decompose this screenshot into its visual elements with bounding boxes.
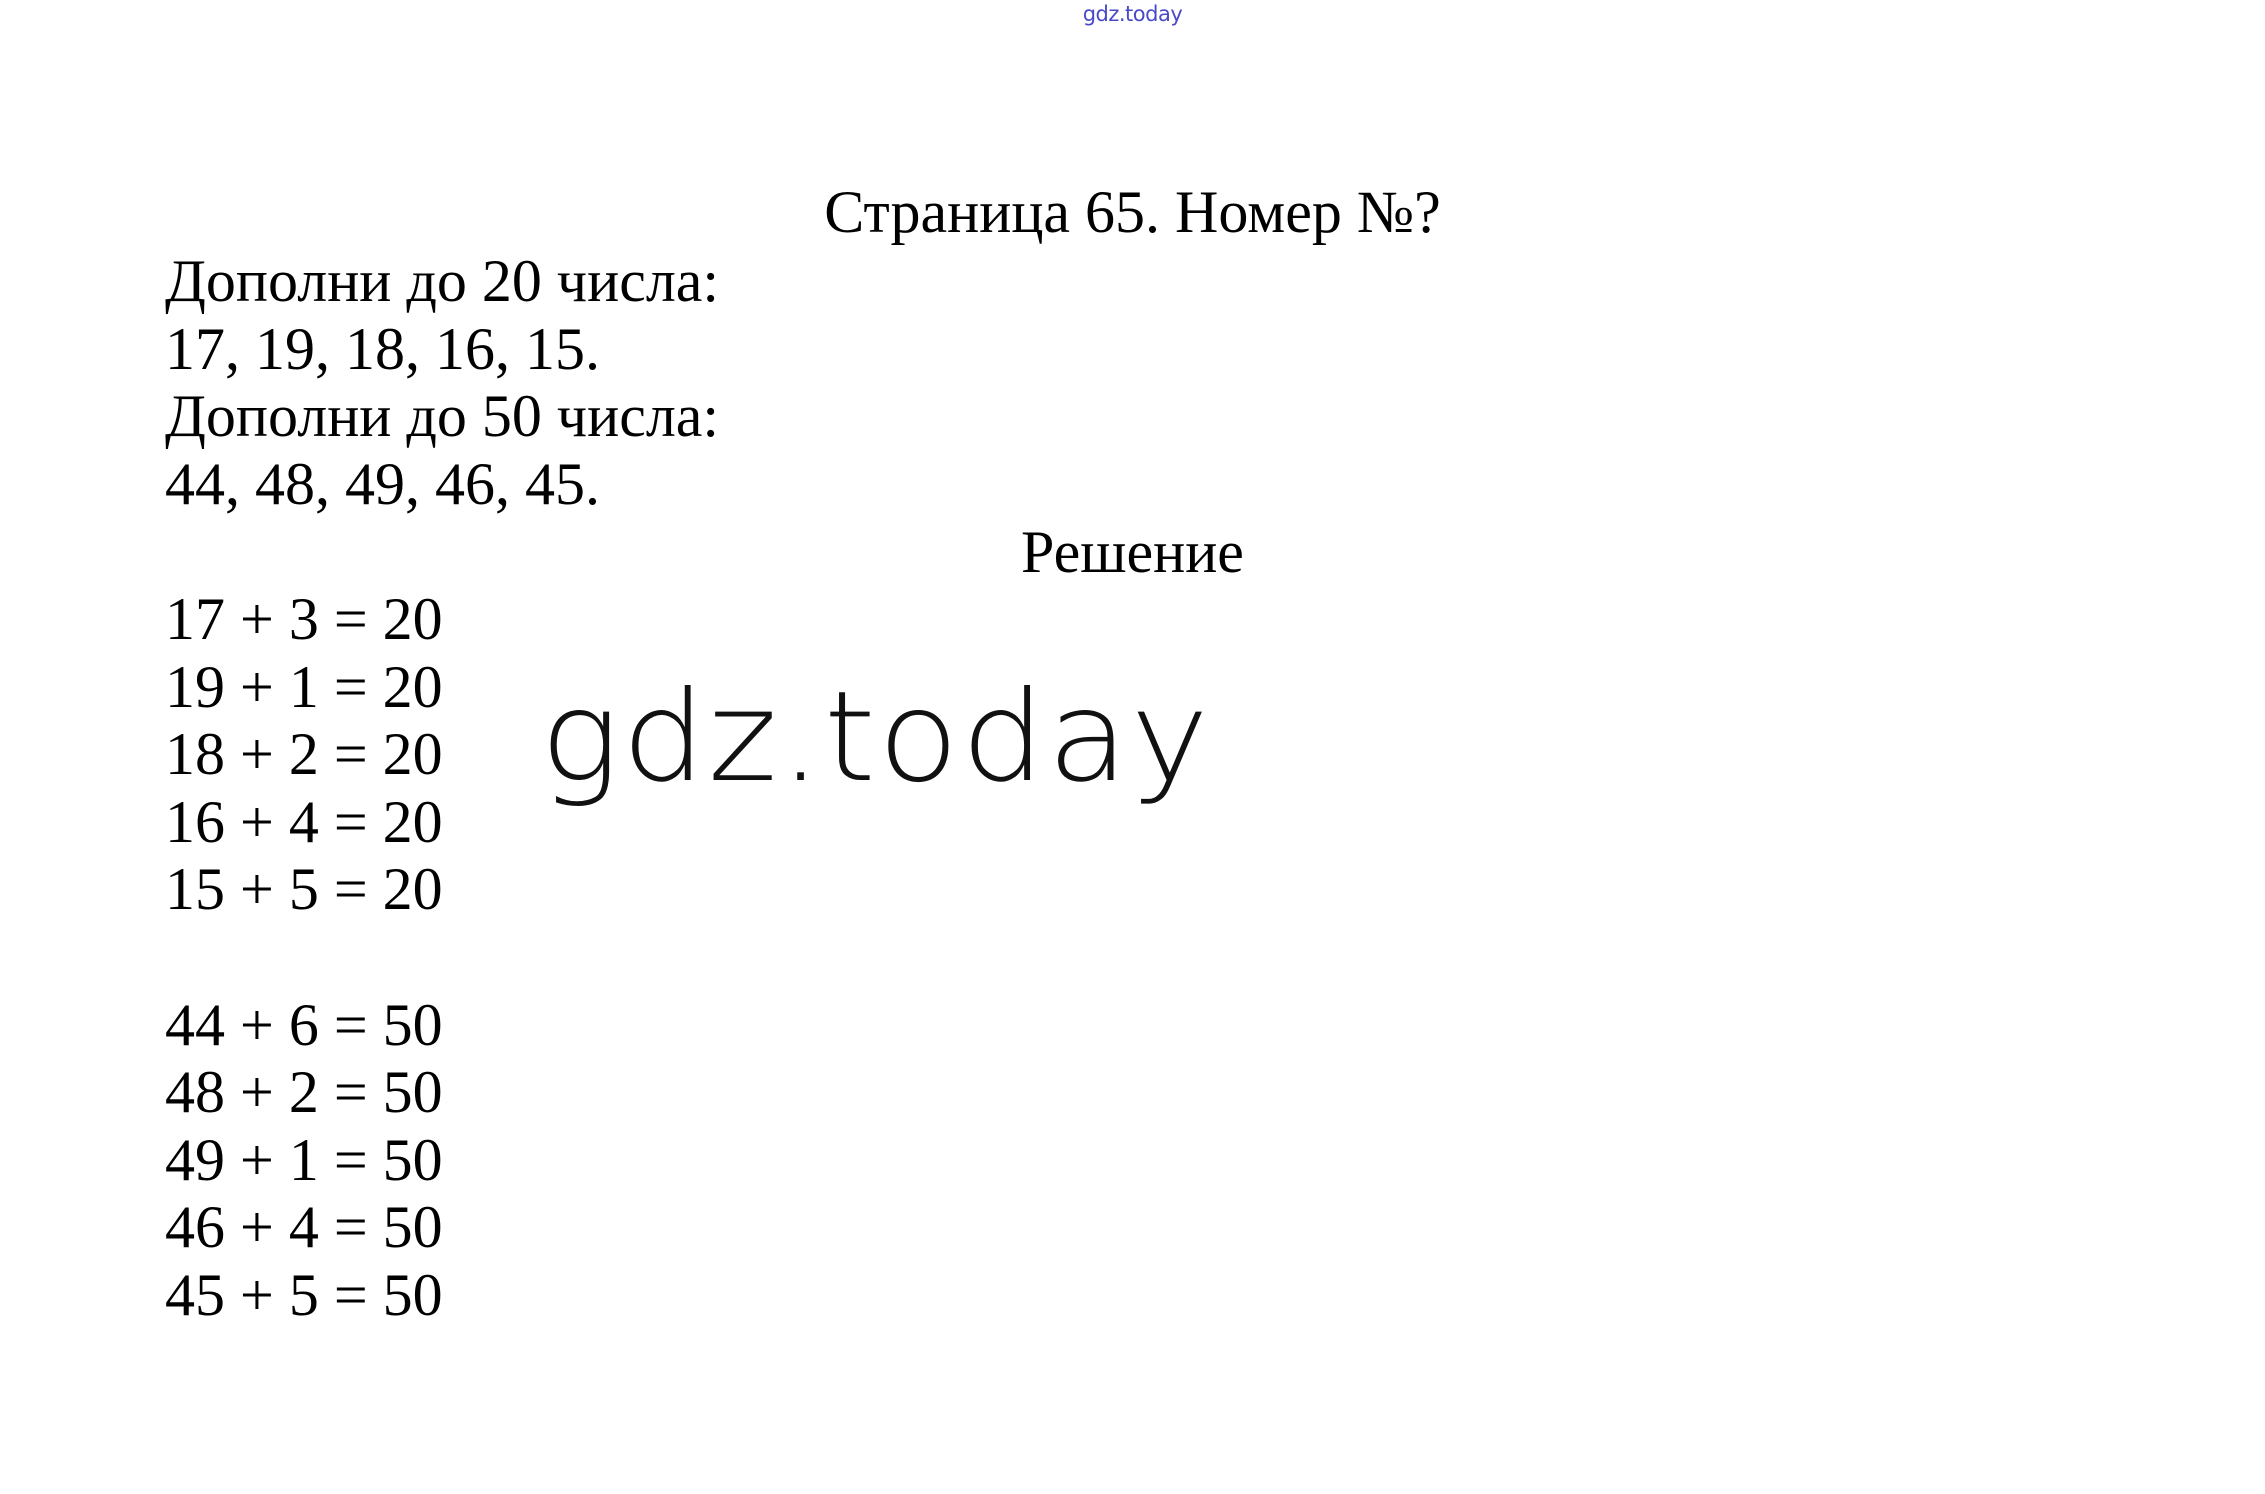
page-title: Страница 65. Номер №? <box>824 179 1441 245</box>
solution-line: 18 + 2 = 20 <box>165 721 443 788</box>
solution-heading: Решение <box>1021 519 1244 585</box>
solution-line: 44 + 6 = 50 <box>165 991 443 1058</box>
solution-line: 49 + 1 = 50 <box>165 1126 443 1193</box>
task-line-2: 17, 19, 18, 16, 15. <box>165 315 600 382</box>
task-line-3: Дополни до 50 числа: <box>165 383 720 449</box>
solution-line: 45 + 5 = 50 <box>165 1261 443 1328</box>
solution-line: 17 + 3 = 20 <box>165 586 443 652</box>
task-line-4: 44, 48, 49, 46, 45. <box>165 450 600 517</box>
watermark-logo: gdz.today <box>540 665 1212 810</box>
solution-line: 19 + 1 = 20 <box>165 653 443 720</box>
solution-line: 15 + 5 = 20 <box>165 856 443 923</box>
task-text <box>165 248 719 518</box>
task-line-1: Дополни до 20 числа: <box>165 248 720 314</box>
solution-line: 46 + 4 = 50 <box>165 1194 443 1261</box>
solution-line: 48 + 2 = 50 <box>165 1059 443 1126</box>
spacer <box>165 924 443 992</box>
solution-list <box>165 586 443 1330</box>
top-watermark: gdz.today <box>1082 2 1183 26</box>
solution-line: 16 + 4 = 20 <box>165 788 443 855</box>
